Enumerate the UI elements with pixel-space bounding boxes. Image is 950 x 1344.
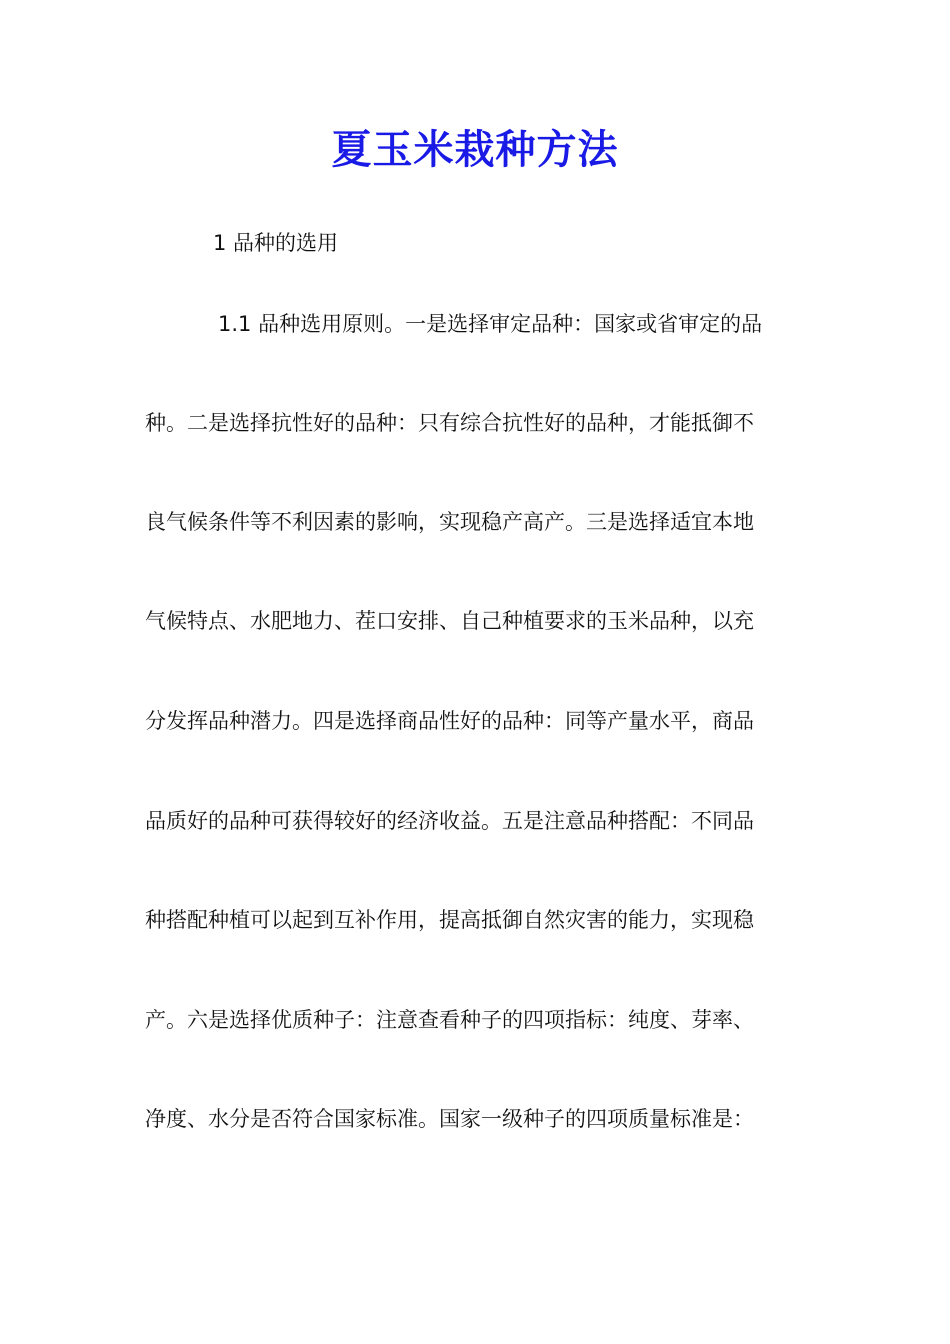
- paragraph-line: 1.1 品种选用原则。一是选择审定品种：国家或省审定的品: [218, 312, 763, 336]
- paragraph-line: 产。六是选择优质种子：注意查看种子的四项指标：纯度、芽率、: [145, 1008, 754, 1032]
- paragraph-line: 气候特点、水肥地力、茬口安排、自己种植要求的玉米品种，以充: [145, 609, 754, 633]
- paragraph-line: 种。二是选择抗性好的品种：只有综合抗性好的品种，才能抵御不: [145, 411, 754, 435]
- document-title: 夏玉米栽种方法: [331, 126, 619, 173]
- paragraph-line: 良气候条件等不利因素的影响，实现稳产高产。三是选择适宜本地: [145, 510, 754, 534]
- paragraph-line: 分发挥品种潜力。四是选择商品性好的品种：同等产量水平，商品: [145, 709, 754, 733]
- paragraph-line: 净度、水分是否符合国家标准。国家一级种子的四项质量标准是：: [145, 1107, 754, 1131]
- paragraph-line: 品质好的品种可获得较好的经济收益。五是注意品种搭配：不同品: [145, 809, 754, 833]
- section-heading: 1 品种的选用: [213, 231, 339, 255]
- paragraph-line: 种搭配种植可以起到互补作用，提高抵御自然灾害的能力，实现稳: [145, 908, 754, 932]
